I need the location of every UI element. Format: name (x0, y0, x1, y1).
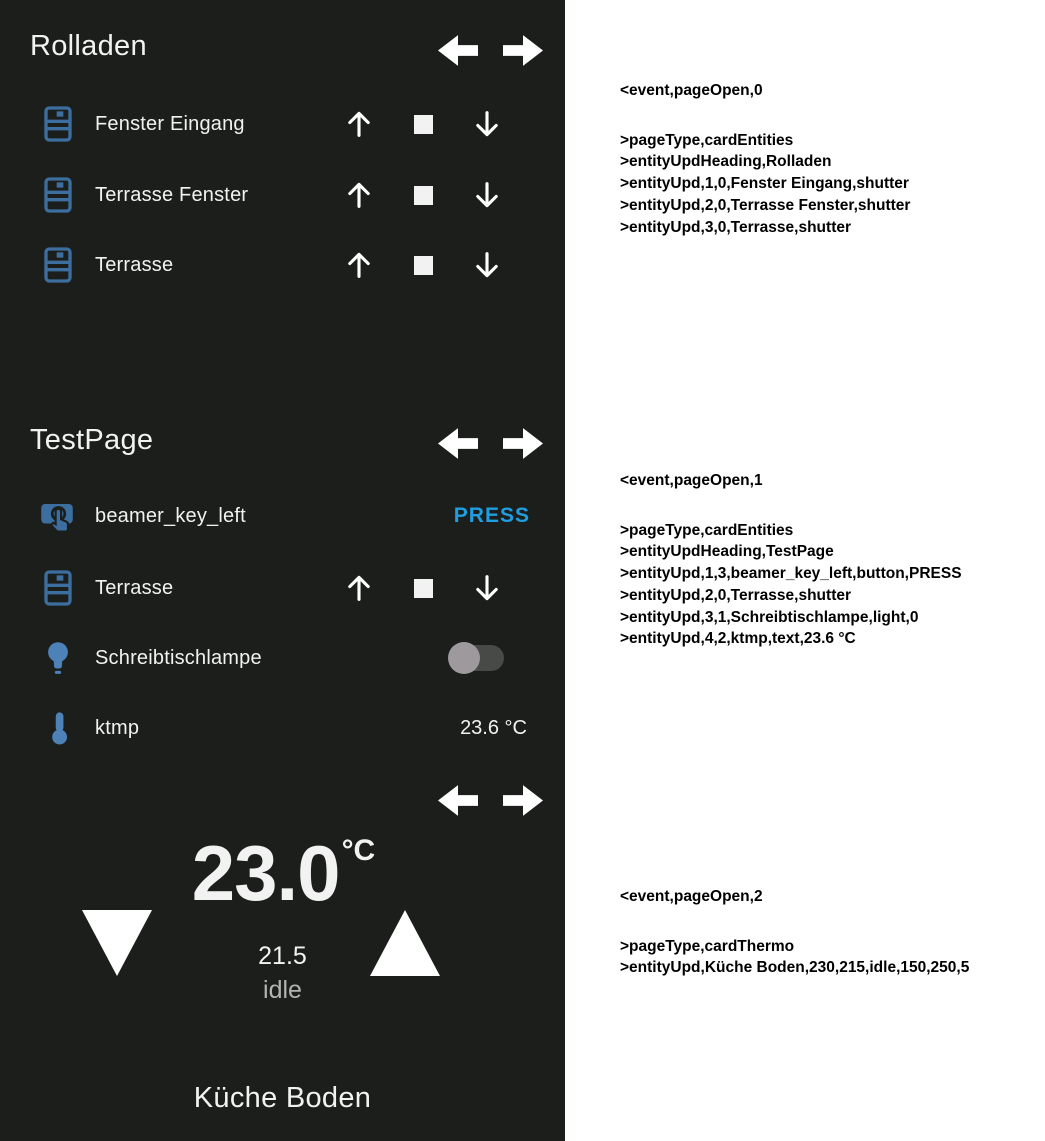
entity-label: Fenster Eingang (95, 113, 245, 135)
entity-label: Schreibtischlampe (95, 647, 262, 669)
entity-row-ktmp (0, 693, 565, 763)
log-line: >entityUpd,2,0,Terrasse Fenster,shutter (620, 196, 911, 214)
event-line: <event,pageOpen,2 (620, 888, 763, 905)
temperature-unit: °C (341, 834, 376, 867)
log-line: >entityUpd,Küche Boden,230,215,idle,150,250,5 (620, 959, 970, 977)
log-line: >pageType,cardEntities (620, 521, 794, 539)
arrow-down-icon (470, 107, 504, 141)
stop-square-icon (414, 186, 433, 205)
arrow-up-icon (342, 571, 376, 605)
log-line: >pageType,cardThermo (620, 937, 795, 955)
entity-row-schreibtischlampe (0, 623, 565, 693)
arrow-right-icon (503, 785, 543, 816)
log-lines (620, 520, 1040, 650)
serial-log-page2 (620, 886, 1040, 979)
next-page-button[interactable] (503, 785, 543, 816)
press-button[interactable]: PRESS (454, 481, 530, 551)
log-line: >entityUpdHeading,TestPage (620, 543, 834, 561)
log-line: >entityUpd,3,0,Terrasse,shutter (620, 218, 852, 236)
shutter-down-button[interactable] (465, 243, 509, 287)
shutter-up-button[interactable] (337, 566, 381, 610)
arrow-down-icon (470, 571, 504, 605)
log-line: >entityUpd,4,2,ktmp,text,23.6 °C (620, 630, 856, 648)
shutter-down-button[interactable] (465, 173, 509, 217)
event-line: <event,pageOpen,1 (620, 472, 763, 489)
arrow-up-icon (342, 178, 376, 212)
shutter-down-button[interactable] (465, 566, 509, 610)
gesture-tap-button-icon (38, 498, 76, 539)
entity-label: Terrasse (95, 577, 174, 599)
window-shutter-icon (42, 246, 74, 289)
arrow-right-icon (503, 35, 543, 66)
log-lines (620, 936, 1040, 979)
prev-page-button[interactable] (438, 785, 478, 816)
arrow-left-icon (438, 35, 478, 66)
shutter-stop-button[interactable] (401, 243, 445, 287)
next-page-button[interactable] (503, 428, 543, 459)
arrow-down-icon (470, 248, 504, 282)
prev-page-button[interactable] (438, 35, 478, 66)
shutter-up-button[interactable] (337, 102, 381, 146)
log-line: >entityUpd,1,0,Fenster Eingang,shutter (620, 175, 909, 193)
thermometer-icon (47, 710, 71, 751)
event-line: <event,pageOpen,0 (620, 82, 763, 99)
shutter-stop-button[interactable] (401, 173, 445, 217)
entity-row-fenster-eingang (0, 89, 565, 159)
arrow-up-icon (342, 107, 376, 141)
prev-page-button[interactable] (438, 428, 478, 459)
entity-row-terrasse-2 (0, 553, 565, 623)
log-line: >entityUpd,1,3,beamer_key_left,button,PRESS (620, 565, 962, 583)
window-shutter-icon (42, 176, 74, 219)
arrow-up-icon (342, 248, 376, 282)
stop-square-icon (414, 115, 433, 134)
stop-square-icon (414, 579, 433, 598)
entity-row-terrasse (0, 230, 565, 300)
log-line: >entityUpdHeading,Rolladen (620, 153, 832, 171)
arrow-left-icon (438, 785, 478, 816)
entity-label: Terrasse Fenster (95, 184, 249, 206)
shutter-up-button[interactable] (337, 173, 381, 217)
current-temperature (0, 828, 565, 919)
stop-square-icon (414, 256, 433, 275)
lightbulb-icon (44, 639, 72, 682)
sensor-value: 23.6 °C (460, 717, 527, 739)
thermostat-title: Küche Boden (193, 1082, 372, 1114)
window-shutter-icon (42, 105, 74, 148)
shutter-stop-button[interactable] (401, 102, 445, 146)
log-line: >entityUpd,2,0,Terrasse,shutter (620, 586, 852, 604)
target-temperature: 21.5 (258, 942, 307, 970)
current-temperature-value: 23.0 (191, 829, 340, 917)
entity-row-beamer-key-left (0, 481, 565, 551)
log-line: >entityUpd,3,1,Schreibtischlampe,light,0 (620, 608, 919, 626)
entity-label: ktmp (95, 717, 140, 739)
entity-row-terrasse-fenster (0, 160, 565, 230)
entity-label: beamer_key_left (95, 505, 246, 527)
shutter-up-button[interactable] (337, 243, 381, 287)
next-page-button[interactable] (503, 35, 543, 66)
hvac-status: idle (263, 976, 302, 1004)
entity-label: Terrasse (95, 254, 174, 276)
serial-log-page1 (620, 470, 1040, 650)
toggle-knob (448, 642, 480, 674)
log-line: >pageType,cardEntities (620, 131, 794, 149)
card-heading-testpage: TestPage (30, 424, 154, 456)
light-toggle-switch[interactable] (450, 643, 506, 673)
arrow-right-icon (503, 428, 543, 459)
arrow-left-icon (438, 428, 478, 459)
window-shutter-icon (42, 569, 74, 612)
shutter-down-button[interactable] (465, 102, 509, 146)
card-heading-rolladen: Rolladen (30, 30, 147, 62)
serial-log-page0 (620, 80, 1040, 238)
shutter-stop-button[interactable] (401, 566, 445, 610)
arrow-down-icon (470, 178, 504, 212)
log-lines (620, 130, 1040, 239)
